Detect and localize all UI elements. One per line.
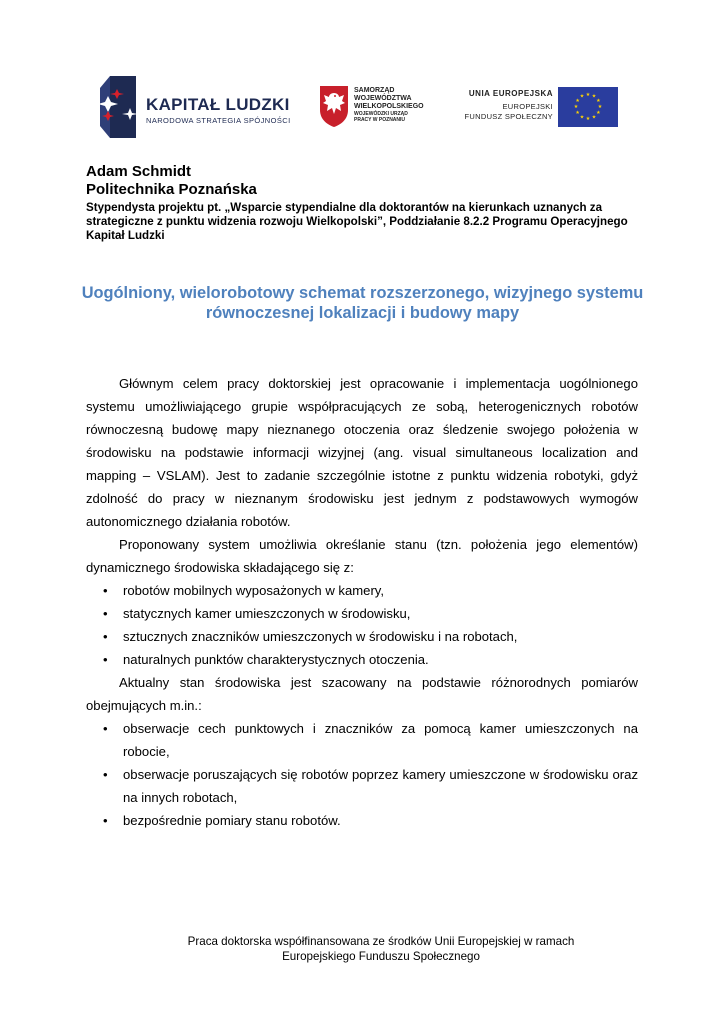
svg-text:★: ★ [585, 116, 591, 122]
paragraph-measurements: Aktualny stan środowiska jest szacowany na podstawie różnorodnych pomiarów obejmujących m.in.: [86, 675, 638, 713]
ue-line3: FUNDUSZ SPOŁECZNY [464, 112, 553, 121]
footer-line1: Praca doktorska współfinansowana ze środków Unii Europejskiej w ramach [187, 935, 575, 948]
author-block [86, 163, 646, 243]
paragraph-intro: Głównym celem pracy doktorskiej jest opracowanie i implementacja uogólnionego systemu umożliwiającego grupie współpracujących ze sobą, heterogenicznych robotów równoczesną budowę mapy nieznanego otoczenia oraz śledzenie swojego położenia w środowisku na podstawie informacji wizyjnej (ang. visual simultaneous localization and mapping – VSLAM). Jest to zadanie szczególnie istotne z punktu widzenia robotyki, gdyż zdolność do pracy w nieznanym środowisku jest jednym z podstawowych wymogów autonomicznego działania robotów. [86, 376, 638, 529]
list-item: • statycznych kamer umieszczonych w środowisku, [123, 602, 638, 625]
ue-logo [455, 86, 625, 128]
svg-text:★: ★ [575, 110, 580, 116]
svg-text:★: ★ [591, 114, 597, 121]
svg-text:★: ★ [591, 93, 597, 100]
svg-text:★: ★ [575, 98, 580, 104]
svg-text:★: ★ [585, 92, 591, 98]
svg-text:★: ★ [579, 93, 585, 100]
kapital-ludzki-subtitle: NARODOWA STRATEGIA SPÓJNOŚCI [146, 116, 291, 125]
svg-text:★: ★ [579, 114, 585, 121]
list-item: • robotów mobilnych wyposażonych w kamery, [123, 579, 638, 602]
samorzad-logo [318, 84, 438, 132]
list-item: • obserwacje cech punktowych i znaczników za pomocą kamer umieszczonych na robocie, [123, 717, 638, 763]
samorzad-line1: SAMORZĄD WOJEWÓDZTWA [354, 87, 412, 102]
footer-line2: Europejskiego Funduszu Społecznego [282, 950, 480, 963]
svg-text:★: ★ [573, 104, 579, 110]
eagle-shield-icon [318, 84, 350, 128]
footer-note [120, 934, 642, 964]
samorzad-name [354, 87, 434, 111]
list-item: • obserwacje poruszających się robotów poprzez kamery umieszczone w środowisku oraz na innych robotach, [123, 763, 638, 809]
kapital-ludzki-emblem-icon [96, 76, 144, 138]
kapital-ludzki-title: KAPITAŁ LUDZKI [146, 95, 290, 114]
document-title: Uogólniony, wielorobotowy schemat rozszerzonego, wizyjnego systemu równoczesnej lokalizacji i budowy mapy [81, 284, 644, 322]
samorzad-line2: WIELKOPOLSKIEGO [354, 103, 424, 110]
ue-title: UNIA EUROPEJSKA [468, 89, 553, 98]
ue-line2: EUROPEJSKI [502, 102, 553, 111]
author-university: Politechnika Poznańska [86, 181, 257, 198]
author-name: Adam Schmidt [86, 163, 192, 180]
svg-text:★: ★ [597, 104, 603, 110]
list-item: • sztucznych znaczników umieszczonych w środowisku i na robotach, [123, 625, 638, 648]
list-item: • bezpośrednie pomiary stanu robotów. [123, 809, 638, 832]
samorzad-office: WOJEWÓDZKI URZĄD PRACY W POZNANIU [354, 111, 408, 123]
document-body [86, 372, 638, 832]
list-item: • naturalnych punktów charakterystycznych otoczenia. [123, 648, 638, 671]
svg-text:★: ★ [596, 110, 601, 116]
environment-elements-list [86, 579, 638, 671]
measurements-list [86, 717, 638, 832]
kapital-ludzki-logo [96, 76, 291, 138]
svg-text:★: ★ [596, 98, 601, 104]
paragraph-system: Proponowany system umożliwia określanie stanu (tzn. położenia jego elementów) dynamicznego środowiska składającego się z: [86, 537, 638, 575]
author-scholarship: Stypendysta projektu pt. „Wsparcie stypendialne dla doktorantów na kierunkach uznanych za strategiczne z punktu widzenia rozwoju Wielkopolski”, Poddziałanie 8.2.2 Programu Operacyjnego Kapitał Ludzki [86, 201, 628, 242]
eu-flag-icon [558, 87, 618, 127]
logo-bar [0, 0, 725, 150]
